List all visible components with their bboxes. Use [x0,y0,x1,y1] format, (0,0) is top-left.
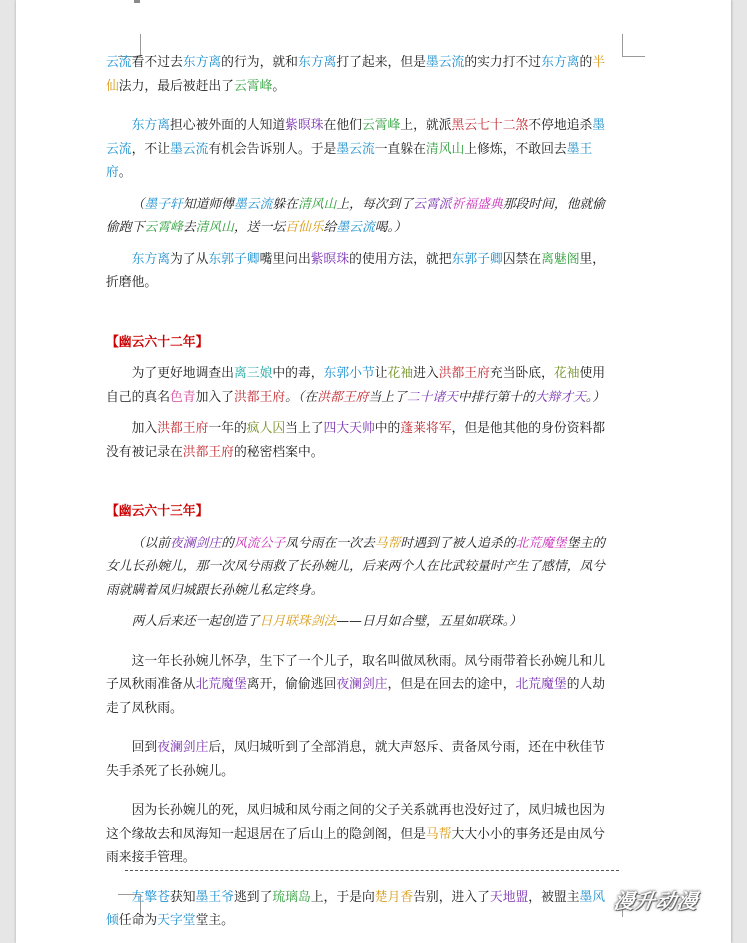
term-text: 黑云七十二煞 [451,118,529,133]
body-text: 堡主的女儿长孙婉儿，那一次凤兮雨救了长孙婉儿，后来两个人在比武较量时产生了感情，凤兮雨就瞒着凤归城跟长孙婉儿私定终身。 [106,535,606,598]
term-text: 二十诸天 [406,389,458,405]
body-text: ，不让 [131,141,170,157]
name-text: 东方离 [182,55,222,70]
place-text: 马帮 [425,826,452,842]
paragraph-9 [106,650,610,721]
name-text: 墨风倾 [106,889,606,928]
body-text: 知道师傅 [182,196,234,212]
body-text: 当上了 [368,389,407,405]
name-text: 东方离 [131,251,170,267]
body-text: 的 [221,535,234,551]
body-text: ，被盟主 [528,889,580,905]
term-text: 云霄派 [413,196,452,212]
name-text: 云流 [106,55,132,70]
section-heading-year-62: 【幽云六十二年】 [106,334,209,350]
paragraph-10 [106,736,610,783]
place-text: 北荒魔堡 [515,535,567,551]
paragraph-4 [106,248,610,295]
paragraph-6 [106,417,610,464]
body-text: 法力，最后被赶出了 [118,78,234,94]
body-text: 。（在 [285,389,318,405]
place-text: 夜澜剑庄 [169,535,222,551]
body-text: 离开，偷偷逃回 [246,677,337,692]
body-text: 加入了 [195,389,234,405]
crop-mark-top-right [622,34,645,57]
name-text: 东郭小节 [323,366,375,381]
name-text: 东方离 [131,118,170,133]
name-text: 墨云流 [336,220,375,235]
body-text: 堂主。 [195,913,234,928]
name-text: 墨王爷 [195,889,234,905]
place-text: 洪都王府 [233,389,286,405]
term-text: 大辩才天 [534,389,586,405]
body-text: 给 [323,220,337,235]
body-text: 这一年长孙婉儿怀孕，生下了一个儿子，取名叫做凤秋雨。凤兮雨带着长孙婉儿和儿子凤秋雨准备从 [106,653,606,692]
paragraph-3 [106,193,610,240]
body-text: （ [131,196,145,212]
paragraph-5 [106,362,610,409]
body-text: 逃到了 [233,889,273,905]
body-text: 打了起来，但是 [336,55,426,70]
place-text: 云霄峰 [144,220,183,235]
body-text: 充当卧底， [489,366,554,381]
page-top-marker [134,0,140,3]
place-text: 北荒魔堡 [515,677,567,692]
name-text: 墨王府 [106,141,593,180]
name-text: 花袖 [387,366,414,381]
body-text: 。 [272,78,286,94]
body-text: 的实力打不过 [464,55,542,70]
body-text: 在他们 [323,118,362,133]
document-body [106,51,610,933]
paragraph-8 [106,610,610,634]
paragraph-1 [106,51,610,98]
place-text: 洪都王府 [317,389,369,405]
body-text: 囚禁在 [502,251,542,267]
body-text: 的 [579,55,593,70]
body-text: 嘴里问出 [259,251,311,267]
body-text: 进入 [413,366,439,381]
term-text: 紫暝珠 [285,118,324,133]
place-text: 云霄峰 [233,78,273,94]
body-text: 有机会告诉别人。于是 [208,141,337,157]
body-text: 上，于是向 [310,889,375,905]
body-text: 为了更好地调查出 [131,366,234,381]
body-text: 加入 [131,421,158,436]
body-text: 躲在 [272,196,298,212]
paragraph-7 [106,532,610,603]
body-text: ，但是他其他的身份资料都没有被记录在 [106,421,606,460]
dashed-divider [125,870,619,871]
body-text: 两人后来还一起创造了 [131,614,260,629]
place-text: 离魅阁 [541,251,580,267]
term-text: 紫暝珠 [310,251,350,267]
term-text: 风流公子 [233,535,286,551]
body-text: ，但是在回去的途中， [387,677,516,692]
body-text: 。 [118,165,132,180]
name-text: 墨云流 [336,141,375,157]
body-text: 告别，进入了 [413,889,490,905]
place-text: 北荒魔堡 [195,677,247,692]
body-text: （以前 [131,535,170,551]
body-text: 时遇到了被人追杀的 [400,535,516,551]
place-text: 天字堂 [157,913,196,928]
place-text: 清风山 [195,220,234,235]
body-text: 为了从 [169,251,209,267]
place-text: 洪都王府 [182,444,234,460]
paragraph-12 [106,886,610,933]
section-heading-year-63: 【幽云六十三年】 [106,504,209,519]
place-text: 夜澜剑庄 [157,740,209,755]
body-text: 上，就派 [400,118,452,133]
name-text: 墨子轩 [144,196,183,212]
body-text: 任命为 [118,913,158,928]
term-text: 四大天帅 [323,421,375,436]
place-text: 清风山 [297,196,337,212]
body-text: 里，折磨他。 [106,251,606,290]
name-text: 墨云流 [233,196,273,212]
body-text: 中的毒， [272,366,324,381]
name-text: 墨云流 [425,55,465,70]
body-text: 担心被外面的人知道 [169,118,286,133]
body-text: ——日月如合璧，五星如联珠。） [336,614,522,629]
name-text: 花袖 [553,366,580,381]
body-text: 当上了 [285,421,324,436]
body-text: 的秘密档案中。 [233,444,324,460]
body-text: 获知 [169,889,196,905]
body-text: 的人劫走了凤秋雨。 [106,677,606,716]
name-text: 东郭子卿 [451,251,503,267]
body-text: 上，每次到了 [336,196,414,212]
body-text: 中排行第十的 [457,389,535,405]
place-text: 云霄峰 [361,118,401,133]
place-text: 夜澜剑庄 [336,677,388,692]
name-text: 左擎苍 [131,889,170,905]
name-text: 色青 [169,389,196,405]
name-text: 楚月香 [374,889,414,905]
place-text: 琉璃岛 [272,889,311,905]
name-text: 疯人囚 [246,421,286,436]
body-text: 大大小小的事务还是由凤兮雨来接手管理。 [106,826,606,865]
body-text: 的使用方法，就把 [349,251,452,267]
name-text: 墨云流 [169,141,209,157]
name-text: 东方离 [297,55,337,70]
name-text: 东郭子卿 [208,251,260,267]
term-text: 蓬莱将军 [400,421,452,436]
term-text: 百仙乐 [285,220,324,235]
place-text: 清风山 [425,141,465,157]
term-text: 祈福盛典 [451,196,503,212]
body-text: 中的 [374,421,401,436]
term-text: 半仙 [106,55,606,94]
paragraph-11 [106,799,610,870]
place-text: 天地盟 [489,889,529,905]
place-text: 洪都王府 [157,421,209,436]
body-text: 去 [182,220,196,235]
place-text: 洪都王府 [438,366,490,381]
body-text: 一年的 [208,421,247,436]
body-text: 不停地追杀 [528,118,593,133]
body-text: ，送一坛 [233,220,286,235]
body-text: 的行为，就和 [221,55,298,70]
body-text: 上修炼，不敢回去 [464,141,567,157]
body-text: 那段时间，他就偷偷跑下 [106,196,606,235]
body-text: 回到 [131,740,158,755]
body-text: 后，凤归城听到了全部消息，就大声怒斥、责备凤兮雨，还在中秋佳节失手杀死了长孙婉儿。 [106,740,606,779]
body-text: 看不过去 [131,55,183,70]
body-text: 喝。） [374,220,407,235]
body-text: 因为长孙婉儿的死，凤归城和凤兮雨之间的父子关系就再也没好过了，凤归城也因为这个缘故去和凤海知一起退居在了后山上的隐剑阁，但是 [106,803,606,842]
body-text: 让 [374,366,388,381]
body-text: 。） [585,389,606,405]
body-text: 一直躲在 [374,141,426,157]
body-text: 凤兮雨在一次去 [285,535,375,551]
body-text: 使用自己的真名 [106,366,606,405]
place-text: 马帮 [374,535,401,551]
paragraph-2 [106,114,610,185]
name-text: 东方离 [541,55,580,70]
name-text: 墨云流 [106,118,606,157]
term-text: 日月联珠剑法 [259,614,337,629]
watermark-logo: 漫升动漫 [612,889,700,913]
name-text: 离三娘 [233,366,273,381]
